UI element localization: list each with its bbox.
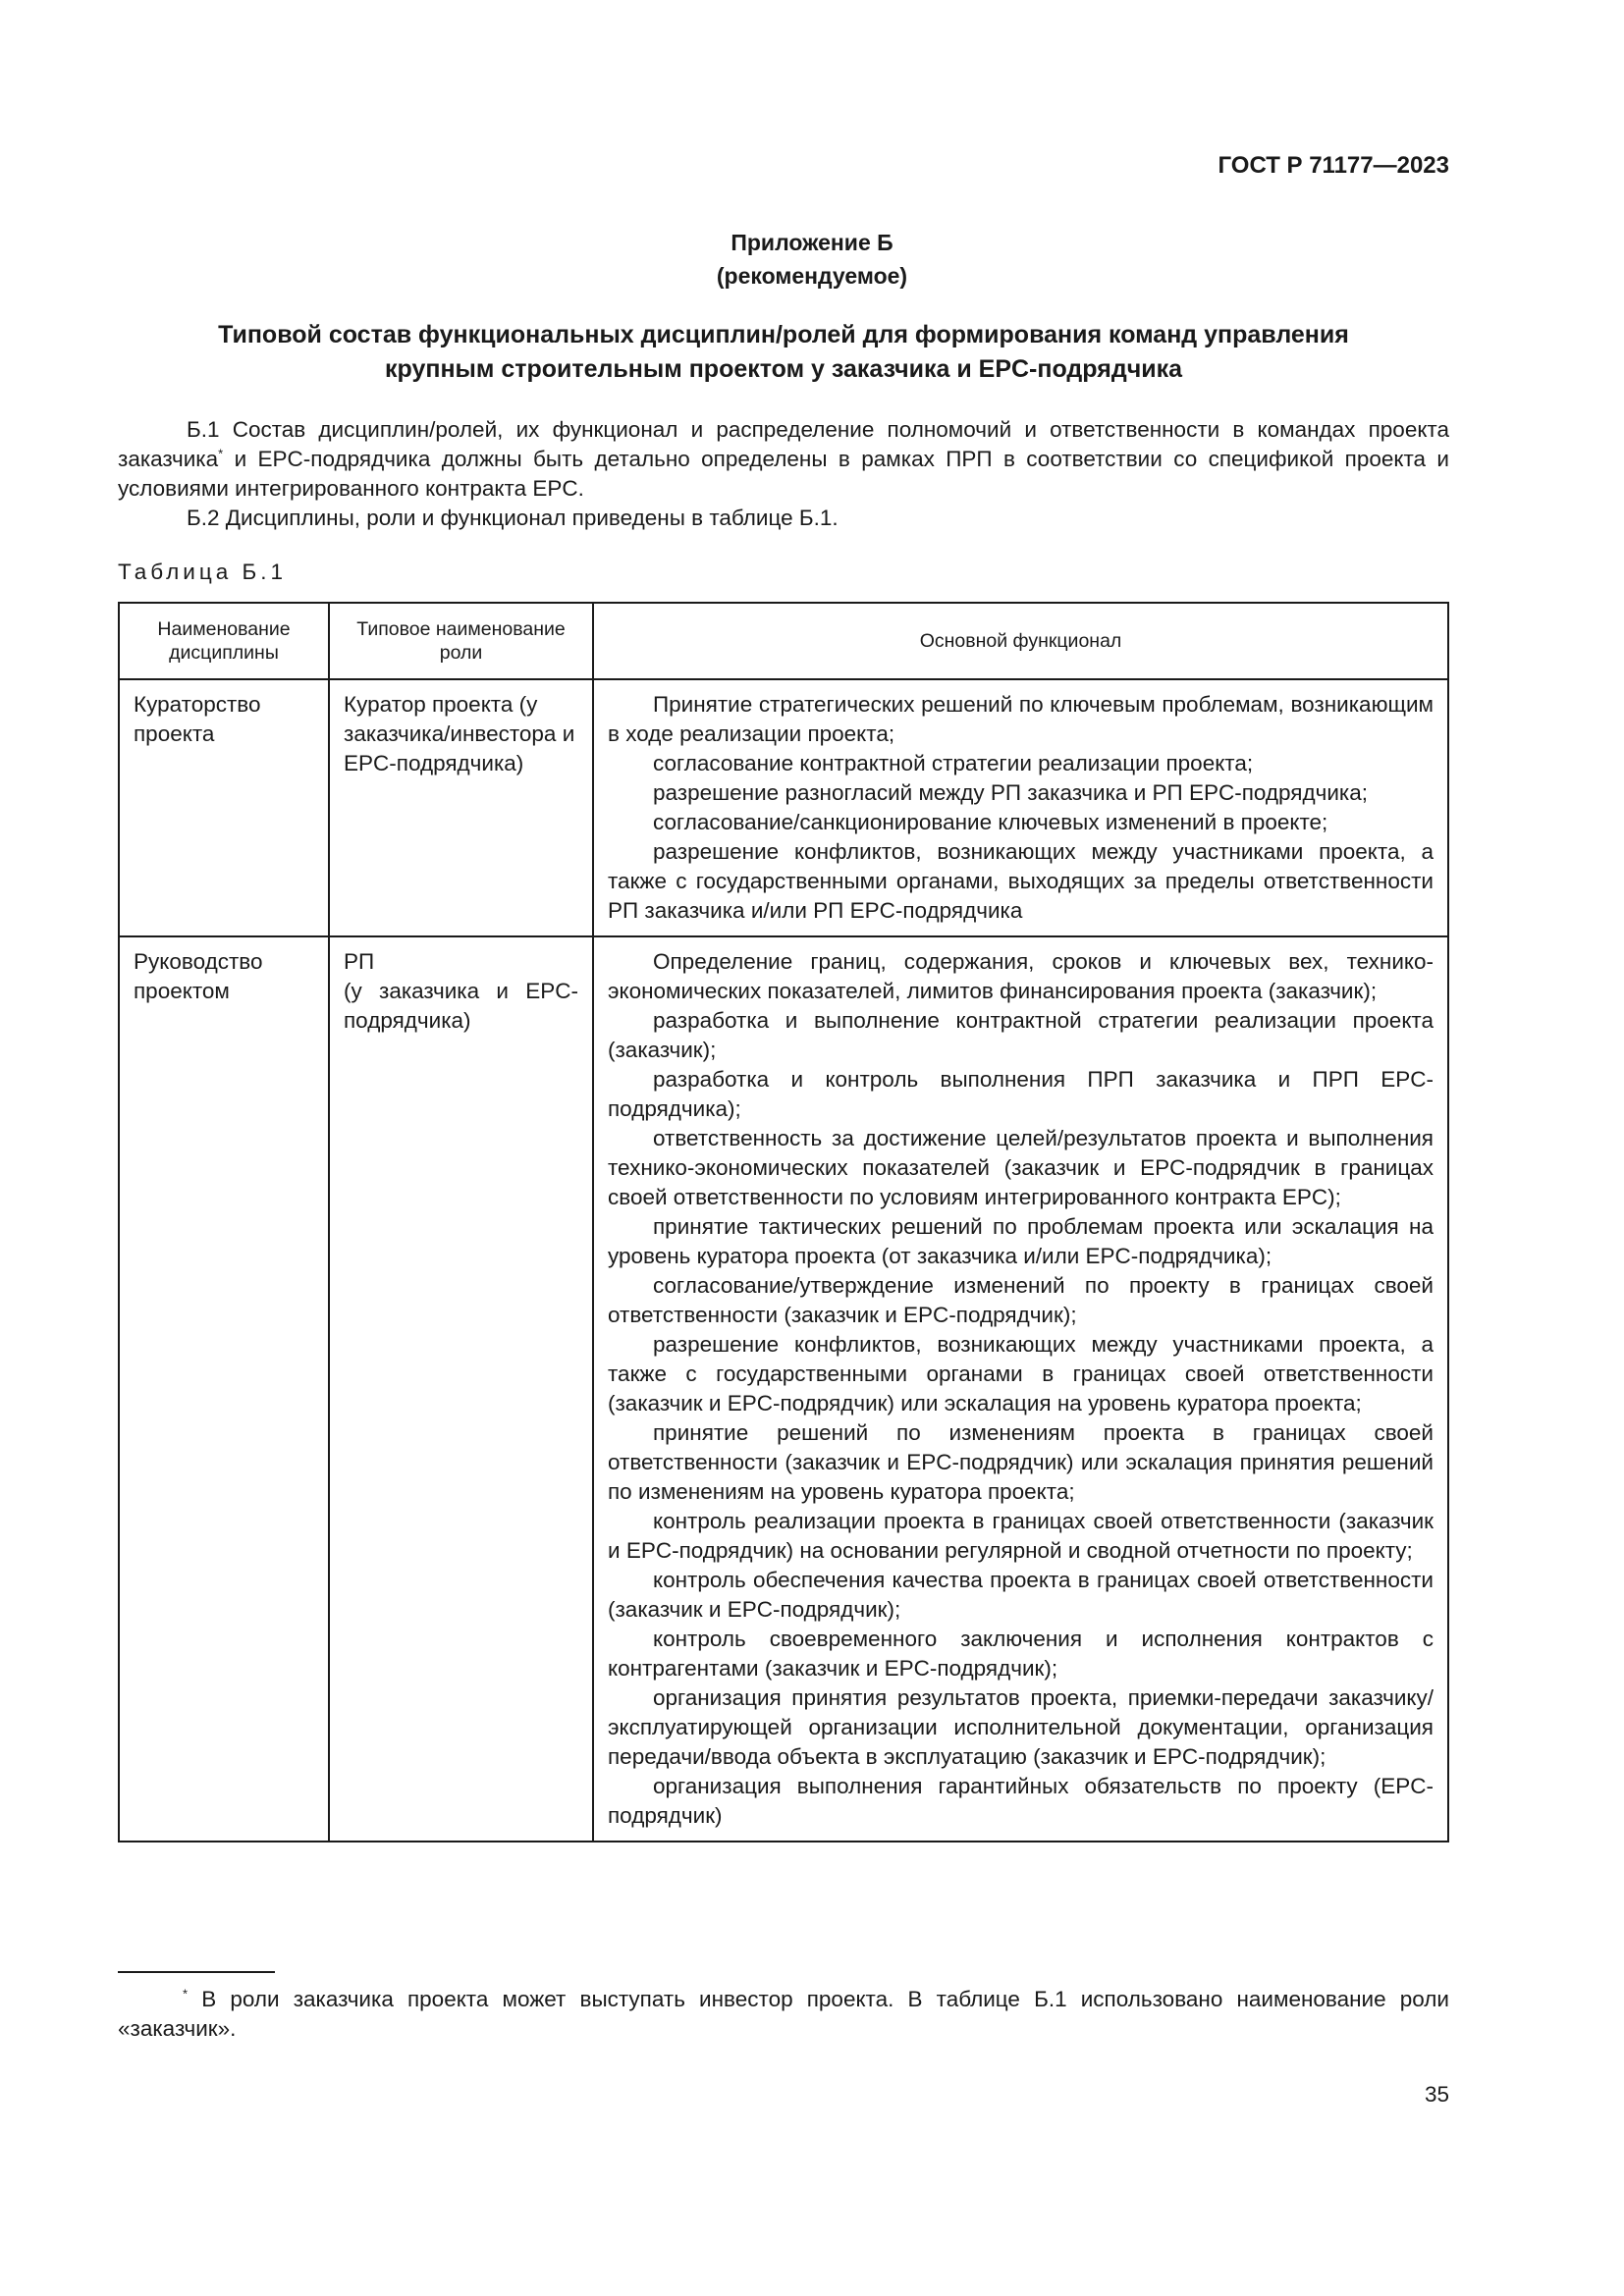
function-item: разработка и выполнение контрактной стратегии реализации проекта (заказчик);: [608, 1008, 1434, 1062]
function-item: согласование/утверждение изменений по проекту в границах своей ответственности (заказчик и EPC-подрядчик);: [608, 1273, 1434, 1327]
footnote-marker: *: [183, 1986, 189, 2002]
page-number: 35: [1424, 2082, 1449, 2107]
footnote-marker: *: [218, 446, 224, 461]
functions-cell: [593, 679, 1448, 936]
functions-table: [118, 602, 1449, 1842]
table-header-row: [119, 603, 1448, 679]
function-item: организация выполнения гарантийных обязательств по проекту (EPC-подрядчик): [608, 1774, 1434, 1828]
function-item: разрешение конфликтов, возникающих между участниками проекта, а также с государственными органами в границах своей ответственности (заказчик и EPC-подрядчик) или эскалация на уровень куратора проекта;: [608, 1332, 1434, 1415]
function-item: организация принятия результатов проекта, приемки-передачи заказчику/эксплуатирующей организации исполнительной документации, организация передачи/ввода объекта в эксплуатацию (заказчик и EPC-подрядчик);: [608, 1685, 1434, 1769]
function-item: принятие тактических решений по проблемам проекта или эскалация на уровень куратора проекта (от заказчика и/или EPC-подрядчика);: [608, 1214, 1434, 1268]
discipline-cell: Кураторство проекта: [119, 679, 329, 936]
functions-cell: [593, 936, 1448, 1842]
function-item: контроль реализации проекта в границах своей ответственности (заказчик и EPC-подрядчик) на основании регулярной и сводной отчетности по проекту;: [608, 1509, 1434, 1563]
header-role: Типовое наименование роли: [329, 603, 593, 679]
header-discipline: Наименование дисциплины: [119, 603, 329, 679]
function-item: согласование контрактной стратегии реализации проекта;: [653, 751, 1254, 775]
title-line-2: крупным строительным проектом у заказчика и EPC-подрядчика: [385, 355, 1182, 383]
table-row: [119, 936, 1448, 1842]
discipline-cell: Руководство проектом: [119, 936, 329, 1842]
document-code: ГОСТ Р 71177—2023: [1218, 152, 1449, 179]
function-item: контроль своевременного заключения и исполнения контрактов с контрагентами (заказчик и EPC-подрядчик);: [608, 1627, 1434, 1681]
function-item: разрешение конфликтов, возникающих между участниками проекта, а также с государственными органами, выходящих за пределы ответственности РП заказчика и/или РП EPC-подрядчика: [608, 839, 1434, 923]
table-caption: Таблица Б.1: [118, 560, 288, 584]
paragraph-b1-start: Б.1 Состав дисциплин/ролей, их функционал и распределение полномочий и ответственности в командах проекта заказчика: [118, 417, 1449, 471]
role-cell: [329, 936, 593, 1842]
paragraph-b1-end: и EPC-подрядчика должны быть детально определены в рамках ПРП в соответствии со спецификой проекта и условиями интегрированного контракта EPC.: [118, 447, 1449, 501]
function-item: разрешение разногласий между РП заказчика и РП EPC-подрядчика;: [653, 780, 1368, 805]
paragraph-b1: [118, 415, 1449, 504]
appendix-label: Приложение Б: [731, 230, 893, 255]
appendix-heading: [0, 226, 1624, 293]
title-line-1: Типовой состав функциональных дисциплин/ролей для формирования команд управления: [218, 321, 1349, 348]
footnote: [118, 1985, 1449, 2044]
document-title: [118, 318, 1449, 387]
paragraph-b2: Б.2 Дисциплины, роли и функционал приведены в таблице Б.1.: [187, 506, 839, 530]
footnote-text: [118, 1985, 1449, 2044]
role-name: РП: [344, 949, 375, 974]
function-item: Определение границ, содержания, сроков и ключевых вех, технико-экономических показателей, лимитов финансирования проекта (заказчик);: [608, 949, 1434, 1003]
function-item: разработка и контроль выполнения ПРП заказчика и ПРП EPC-подрядчика);: [608, 1067, 1434, 1121]
table-row: [119, 679, 1448, 936]
header-functions: Основной функционал: [593, 603, 1448, 679]
function-item: согласование/санкционирование ключевых изменений в проекте;: [653, 810, 1328, 834]
role-scope: (у заказчика и EPC-подрядчика): [344, 979, 578, 1033]
body-text: [118, 415, 1449, 533]
footnote-body: В роли заказчика проекта может выступать инвестор проекта. В таблице Б.1 использовано наименование роли «заказчик».: [118, 1987, 1449, 2041]
appendix-status: (рекомендуемое): [716, 263, 908, 289]
role-cell: Куратор проекта (у заказчика/инвестора и EPC-подрядчика): [329, 679, 593, 936]
footnote-divider: [118, 1971, 275, 1973]
function-item: принятие решений по изменениям проекта в границах своей ответственности (заказчик и EPC-подрядчик) или эскалация принятия решений по изменениям на уровень куратора проекта;: [608, 1420, 1434, 1504]
function-item: ответственность за достижение целей/результатов проекта и выполнения технико-экономических показателей (заказчик и EPC-подрядчик в границах своей ответственности по условиям интегрированного контракта EPC);: [608, 1126, 1434, 1209]
function-item: контроль обеспечения качества проекта в границах своей ответственности (заказчик и EPC-подрядчик);: [608, 1568, 1434, 1622]
function-item: Принятие стратегических решений по ключевым проблемам, возникающим в ходе реализации проекта;: [608, 692, 1434, 746]
